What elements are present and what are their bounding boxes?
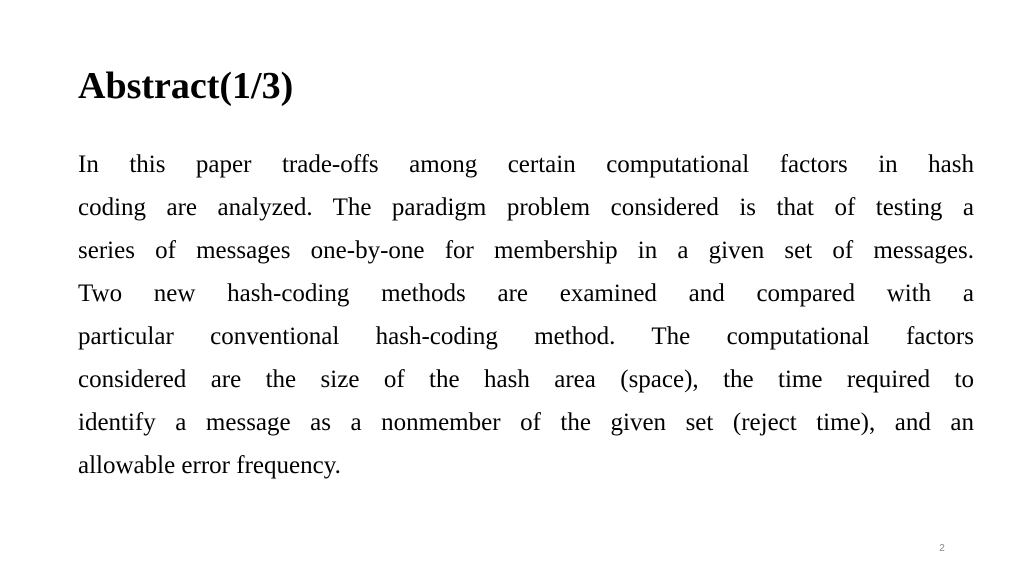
- abstract-line: identify a message as a nonmember of the given set (reject time), and an: [78, 409, 974, 436]
- slide-title: Abstract(1/3): [78, 65, 294, 107]
- abstract-line: allowable error frequency.: [78, 452, 341, 479]
- abstract-line: considered are the size of the hash area (space), the time required to: [78, 366, 974, 393]
- abstract-line: particular conventional hash-coding method. The computational factors: [78, 323, 974, 350]
- abstract-line: coding are analyzed. The paradigm problem considered is that of testing a: [78, 194, 974, 221]
- page-number: 2: [939, 543, 945, 554]
- abstract-line: series of messages one-by-one for membership in a given set of messages.: [78, 237, 974, 264]
- abstract-line: Two new hash-coding methods are examined and compared with a: [78, 280, 974, 307]
- abstract-line: In this paper trade-offs among certain computational factors in hash: [78, 151, 974, 178]
